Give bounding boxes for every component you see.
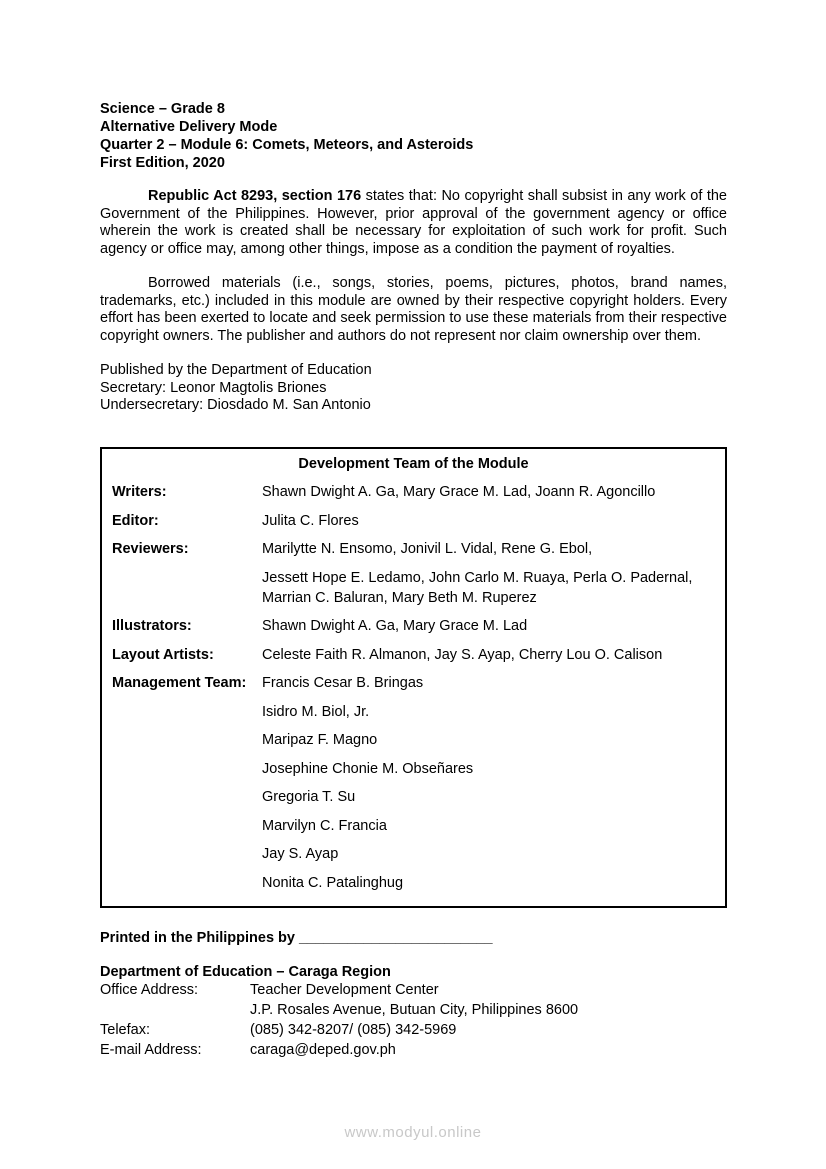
management-member: Maripaz F. Magno [262, 732, 378, 748]
office-address-row [100, 980, 660, 1000]
management-member: Jay S. Ayap [262, 846, 339, 862]
module-title: Quarter 2 – Module 6: Comets, Meteors, and Asteroids [100, 137, 474, 153]
published-by: Published by the Department of Education [100, 362, 372, 378]
development-team-box [100, 447, 727, 908]
management-member: Nonita C. Patalinghug [262, 875, 404, 891]
management-label: Management Team: [112, 675, 247, 691]
reviewers-label: Reviewers: [112, 541, 189, 557]
illustrators-label: Illustrators: [112, 618, 192, 634]
telefax-label: Telefax: [100, 1022, 150, 1038]
office-address-line-2: J.P. Rosales Avenue, Butuan City, Philippines 8600 [250, 1002, 579, 1018]
delivery-mode: Alternative Delivery Mode [100, 119, 278, 135]
document-page [100, 100, 727, 415]
email-row [100, 1040, 660, 1060]
editor-label: Editor: [112, 513, 159, 529]
reviewers-value-1: Marilytte N. Ensomo, Jonivil L. Vidal, Rene G. Ebol, [262, 541, 593, 557]
secretary: Secretary: Leonor Magtolis Briones [100, 379, 327, 396]
edition: First Edition, 2020 [100, 155, 225, 171]
publisher-info [100, 362, 727, 415]
illustrators-value: Shawn Dwight A. Ga, Mary Grace M. Lad [262, 618, 528, 634]
subject-grade: Science – Grade 8 [100, 101, 225, 117]
office-address-row-2 [100, 1000, 660, 1020]
reviewers-value-3: Marrian C. Baluran, Mary Beth M. Ruperez [262, 590, 537, 606]
region-title: Department of Education – Caraga Region [100, 964, 391, 980]
management-member: Josephine Chonie M. Obseñares [262, 761, 474, 777]
telefax-value: (085) 342-8207/ (085) 342-5969 [250, 1022, 457, 1038]
writers-value: Shawn Dwight A. Ga, Mary Grace M. Lad, Joann R. Agoncillo [262, 484, 656, 500]
management-member: Isidro M. Biol, Jr. [262, 704, 370, 720]
borrowed-text: Borrowed materials (i.e., songs, stories, poems, pictures, photos, brand names, trademarks, etc.) included in this module are owned by their respective copyright holders. Every effort has been exerted to locate and seek permission to use these materials from their respective copyright owners. The publisher and authors do not represent nor claim ownership over them. [100, 275, 727, 344]
management-member: Francis Cesar B. Bringas [262, 675, 424, 691]
copyright-paragraph [100, 188, 727, 258]
office-address-line-1: Teacher Development Center [250, 982, 439, 998]
writers-label: Writers: [112, 484, 167, 500]
republic-act-reference: Republic Act 8293, section 176 [148, 188, 362, 204]
office-address-label: Office Address: [100, 982, 199, 998]
editor-value: Julita C. Flores [262, 513, 359, 529]
layout-artists-value: Celeste Faith R. Almanon, Jay S. Ayap, Cherry Lou O. Calison [262, 647, 663, 663]
borrowed-materials-paragraph [100, 275, 727, 345]
management-member: Gregoria T. Su [262, 789, 356, 805]
email-label: E-mail Address: [100, 1042, 202, 1058]
email-value[interactable]: caraga@deped.gov.ph [250, 1042, 396, 1058]
watermark: www.modyul.online [344, 1124, 482, 1141]
telefax-row [100, 1020, 660, 1040]
reviewers-value-2: Jessett Hope E. Ledamo, John Carlo M. Ruaya, Perla O. Padernal, [262, 570, 693, 586]
management-member: Marvilyn C. Francia [262, 818, 387, 834]
module-header [100, 100, 727, 172]
copyright-text: states that: No copyright shall subsist in any work of the Government of the Philippines. However, prior approval of the government agency or office wherein the work is created shall be necessary for exploitation of such work for profit. Such agency or office may, among other things, impose as a condition the payment of royalties. [100, 188, 727, 257]
region-contact [100, 980, 660, 1060]
undersecretary: Undersecretary: Diosdado M. San Antonio [100, 397, 371, 413]
printed-in: Printed in the Philippines by ________________________ [100, 930, 493, 946]
layout-artists-label: Layout Artists: [112, 647, 214, 663]
team-title: Development Team of the Module [298, 456, 529, 472]
